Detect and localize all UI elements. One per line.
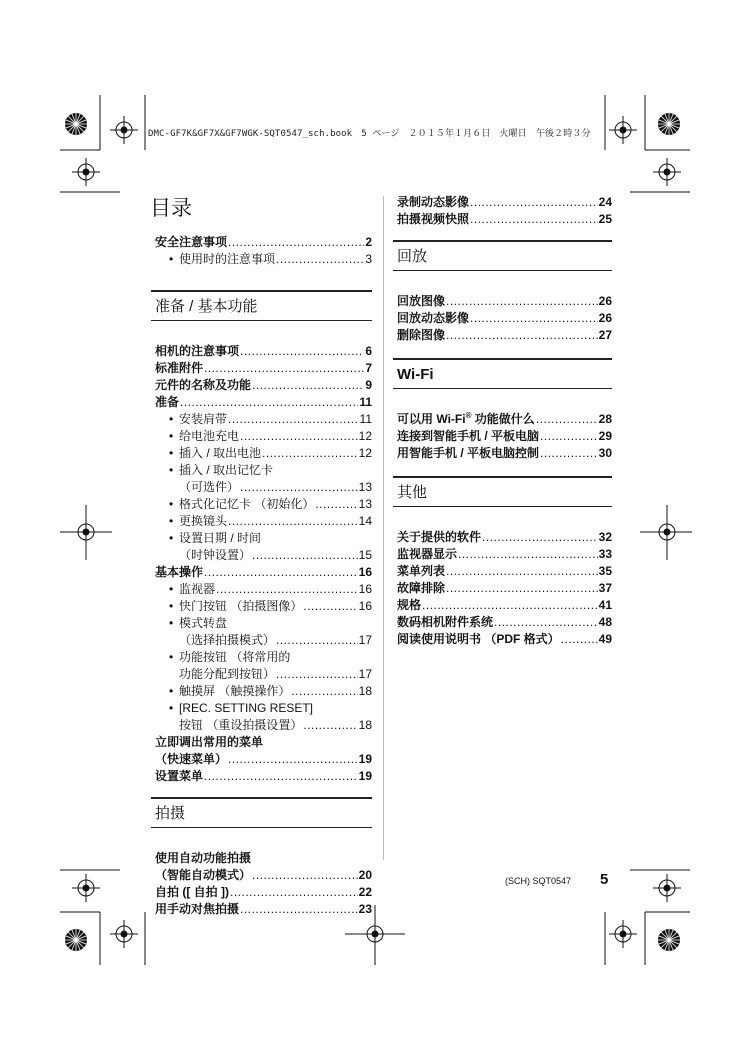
toc-entry[interactable]: 元件的名称及功能 ..... 9 [155,377,372,394]
toc-entry[interactable]: 菜单列表 ..... 35 [397,563,612,580]
toc-entry[interactable]: 拍摄视频快照 ..... 25 [397,211,612,228]
toc-entry[interactable]: • 设置日期 / 时间 [169,531,262,545]
toc-entry[interactable]: 功能分配到按钮） ..... 17 [155,666,372,683]
toc-entry[interactable]: 删除图像 ..... 27 [397,327,612,344]
toc-entry[interactable]: • 给电池充电 ..... 12 [155,428,372,445]
bullet-icon: • [169,252,174,266]
page-number: 5 [600,871,609,888]
toc-entry[interactable]: 阅读使用说明书 （PDF 格式） ..... 49 [397,631,612,648]
section-heading-shoot: 拍摄 [151,797,372,828]
toc-entry[interactable]: （快速菜单） ..... 19 [155,751,372,768]
toc-entry[interactable]: • 更换镜头 ..... 14 [155,513,372,530]
toc-entry[interactable]: • 监视器 ..... 16 [155,581,372,598]
toc-entry[interactable]: 基本操作 ..... 16 [155,564,372,581]
star-target-top-left [65,113,87,135]
toc-right-column [397,194,612,648]
section-heading-other: 其他 [393,476,612,507]
column-divider [383,196,384,860]
toc-entry[interactable]: 按钮 （重设拍摄设置） ..... 18 [155,717,372,734]
document-code: (SCH) SQT0547 [505,876,572,886]
toc-entry[interactable]: （智能自动模式） ..... 20 [155,867,372,884]
page-title: 目录 [150,197,192,220]
bullet-icon: • [169,701,174,715]
toc-entry[interactable]: 数码相机附件系统 ..... 48 [397,614,612,631]
toc-entry[interactable]: 录制动态影像 ..... 24 [397,194,612,211]
print-header-file-info: DMC-GF7K&GF7X&GF7WGK-SQT0547_sch.book 5 ページ ２０１５年１月６日 火曜日 午後２時３分 [148,129,591,139]
toc-entry[interactable]: 标准附件 ..... 7 [155,360,372,377]
toc-entry[interactable]: 连接到智能手机 / 平板电脑 ..... 29 [397,428,612,445]
toc-entry[interactable]: 可以用 Wi-Fi® 功能做什么 ..... 28 [397,411,612,428]
toc-entry[interactable]: • 插入 / 取出电池 ..... 12 [155,445,372,462]
bullet-icon: • [169,497,174,511]
toc-entry[interactable]: • 快门按钮 （拍摄图像） ..... 16 [155,598,372,615]
bullet-icon: • [169,412,174,426]
bullet-icon: • [169,616,174,630]
star-target-bottom-left [65,929,87,951]
toc-entry[interactable]: • 安装肩带 ..... 11 [155,411,372,428]
toc-entry[interactable]: • [REC. SETTING RESET] [169,701,314,715]
section-heading-playback: 回放 [393,240,612,271]
toc-entry[interactable]: 立即调出常用的菜单 [155,735,264,749]
star-target-bottom-right [658,929,680,951]
section-heading-wifi: Wi-Fi [393,358,612,389]
bullet-icon: • [169,531,174,545]
toc-entry[interactable]: • 触摸屏 （触摸操作） ..... 18 [155,683,372,700]
toc-entry[interactable]: 回放图像 ..... 26 [397,293,612,310]
bullet-icon: • [169,582,174,596]
toc-left-column [150,196,372,918]
toc-entry[interactable]: 安全注意事项 ..... 2 [155,234,372,251]
toc-entry[interactable]: 准备 ..... 11 [155,394,372,411]
toc-entry[interactable]: 用智能手机 / 平板电脑控制 ..... 30 [397,445,612,462]
toc-entry[interactable]: • 格式化记忆卡 （初始化） ..... 13 [155,496,372,513]
toc-entry[interactable]: （选择拍摄模式） ..... 17 [155,632,372,649]
bullet-icon: • [169,429,174,443]
section-heading-prep: 准备 / 基本功能 [151,290,372,321]
star-target-top-right [658,113,680,135]
toc-entry[interactable]: • 功能按钮 （将常用的 [169,650,291,664]
bullet-icon: • [169,463,174,477]
bullet-icon: • [169,514,174,528]
bullet-icon: • [169,650,174,664]
bullet-icon: • [169,599,174,613]
toc-entry[interactable]: 回放动态影像 ..... 26 [397,310,612,327]
toc-entry[interactable]: （时钟设置） ..... 15 [155,547,372,564]
toc-entry[interactable]: 相机的注意事项 ..... 6 [155,343,372,360]
bullet-icon: • [169,446,174,460]
toc-entry[interactable]: 规格 ..... 41 [397,597,612,614]
toc-entry[interactable]: • 使用时的注意事项 ..... 3 [155,251,372,268]
toc-entry[interactable]: 设置菜单 ..... 19 [155,768,372,785]
toc-entry[interactable]: 故障排除 ..... 37 [397,580,612,597]
bullet-icon: • [169,684,174,698]
toc-entry[interactable]: 用手动对焦拍摄 ..... 23 [155,901,372,918]
toc-entry[interactable]: 自拍 ([ 自拍 ]) ..... 22 [155,884,372,901]
toc-entry[interactable]: 监视器显示 ..... 33 [397,546,612,563]
toc-entry[interactable]: 使用自动功能拍摄 [155,851,252,865]
toc-entry[interactable]: （可选件） ..... 13 [155,479,372,496]
toc-entry[interactable]: • 插入 / 取出记忆卡 [169,463,274,477]
toc-entry[interactable]: 关于提供的软件 ..... 32 [397,529,612,546]
toc-entry[interactable]: • 模式转盘 [169,616,228,630]
